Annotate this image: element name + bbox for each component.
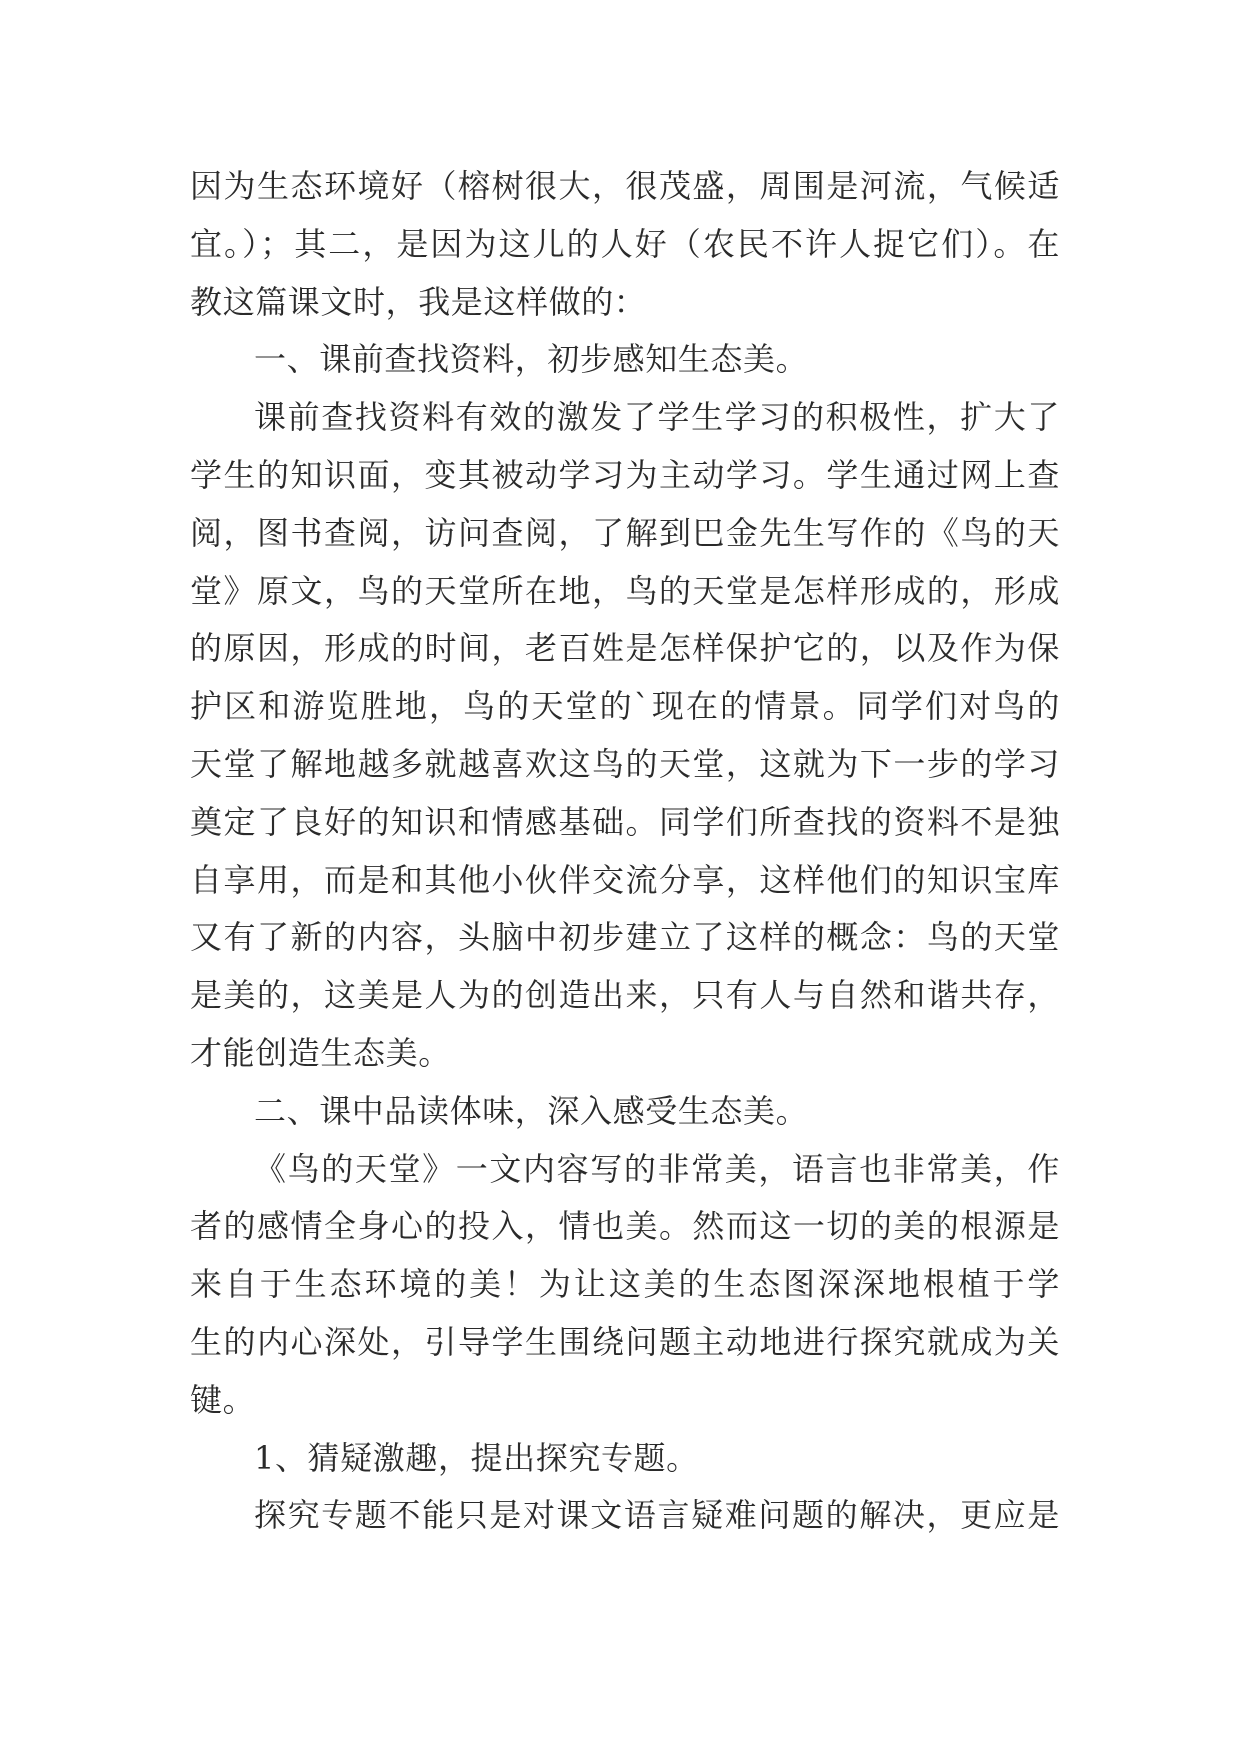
text-line: 者的感情全身心的投入，情也美。然而这一切的美的根源是 [190, 1207, 1060, 1246]
subsection-heading: 1、猜疑激趣，提出探究专题。 [254, 1438, 699, 1477]
text-line: 堂》原文，鸟的天堂所在地，鸟的天堂是怎样形成的，形成 [190, 571, 1060, 610]
text-line: 键。 [190, 1380, 256, 1419]
text-line: 护区和游览胜地，鸟的天堂的`现在的情景。同学们对鸟的 [190, 687, 1060, 726]
text-line: 宜。）；其二，是因为这儿的人好（农民不许人捉它们）。在 [190, 224, 1060, 263]
text-line: 因为生态环境好（榕树很大，很茂盛，周围是河流，气候适 [190, 167, 1060, 205]
text-line: 生的内心深处，引导学生围绕问题主动地进行探究就成为关 [190, 1322, 1060, 1361]
text-line: 自享用，而是和其他小伙伴交流分享，这样他们的知识宝库 [190, 860, 1060, 899]
paragraph-first-line: 探究专题不能只是对课文语言疑难问题的解决，更应是 [254, 1496, 1060, 1535]
text-line: 学生的知识面，变其被动学习为主动学习。学生通过网上查 [190, 455, 1060, 494]
paragraph-first-line: 《鸟的天堂》一文内容写的非常美，语言也非常美，作 [254, 1149, 1060, 1188]
section-heading: 二、课中品读体味，深入感受生态美。 [254, 1091, 809, 1130]
body-text [190, 158, 1060, 1545]
text-line: 天堂了解地越多就越喜欢这鸟的天堂，这就为下一步的学习 [190, 744, 1060, 783]
text-line: 是美的，这美是人为的创造出来，只有人与自然和谐共存， [190, 976, 1060, 1015]
text-line: 奠定了良好的知识和情感基础。同学们所查找的资料不是独 [190, 802, 1060, 841]
text-line: 来自于生态环境的美！为让这美的生态图深深地根植于学 [190, 1265, 1060, 1304]
section-heading: 一、课前查找资料，初步感知生态美。 [254, 340, 809, 379]
text-line: 教这篇课文时，我是这样做的： [190, 282, 647, 321]
text-line: 又有了新的内容，头脑中初步建立了这样的概念：鸟的天堂 [190, 918, 1060, 957]
text-line: 的原因，形成的时间，老百姓是怎样保护它的，以及作为保 [190, 629, 1060, 668]
text-line: 才能创造生态美。 [190, 1033, 451, 1072]
paragraph-first-line: 课前查找资料有效的激发了学生学习的积极性，扩大了 [254, 398, 1060, 437]
text-line: 阅，图书查阅，访问查阅，了解到巴金先生写作的《鸟的天 [190, 513, 1060, 552]
